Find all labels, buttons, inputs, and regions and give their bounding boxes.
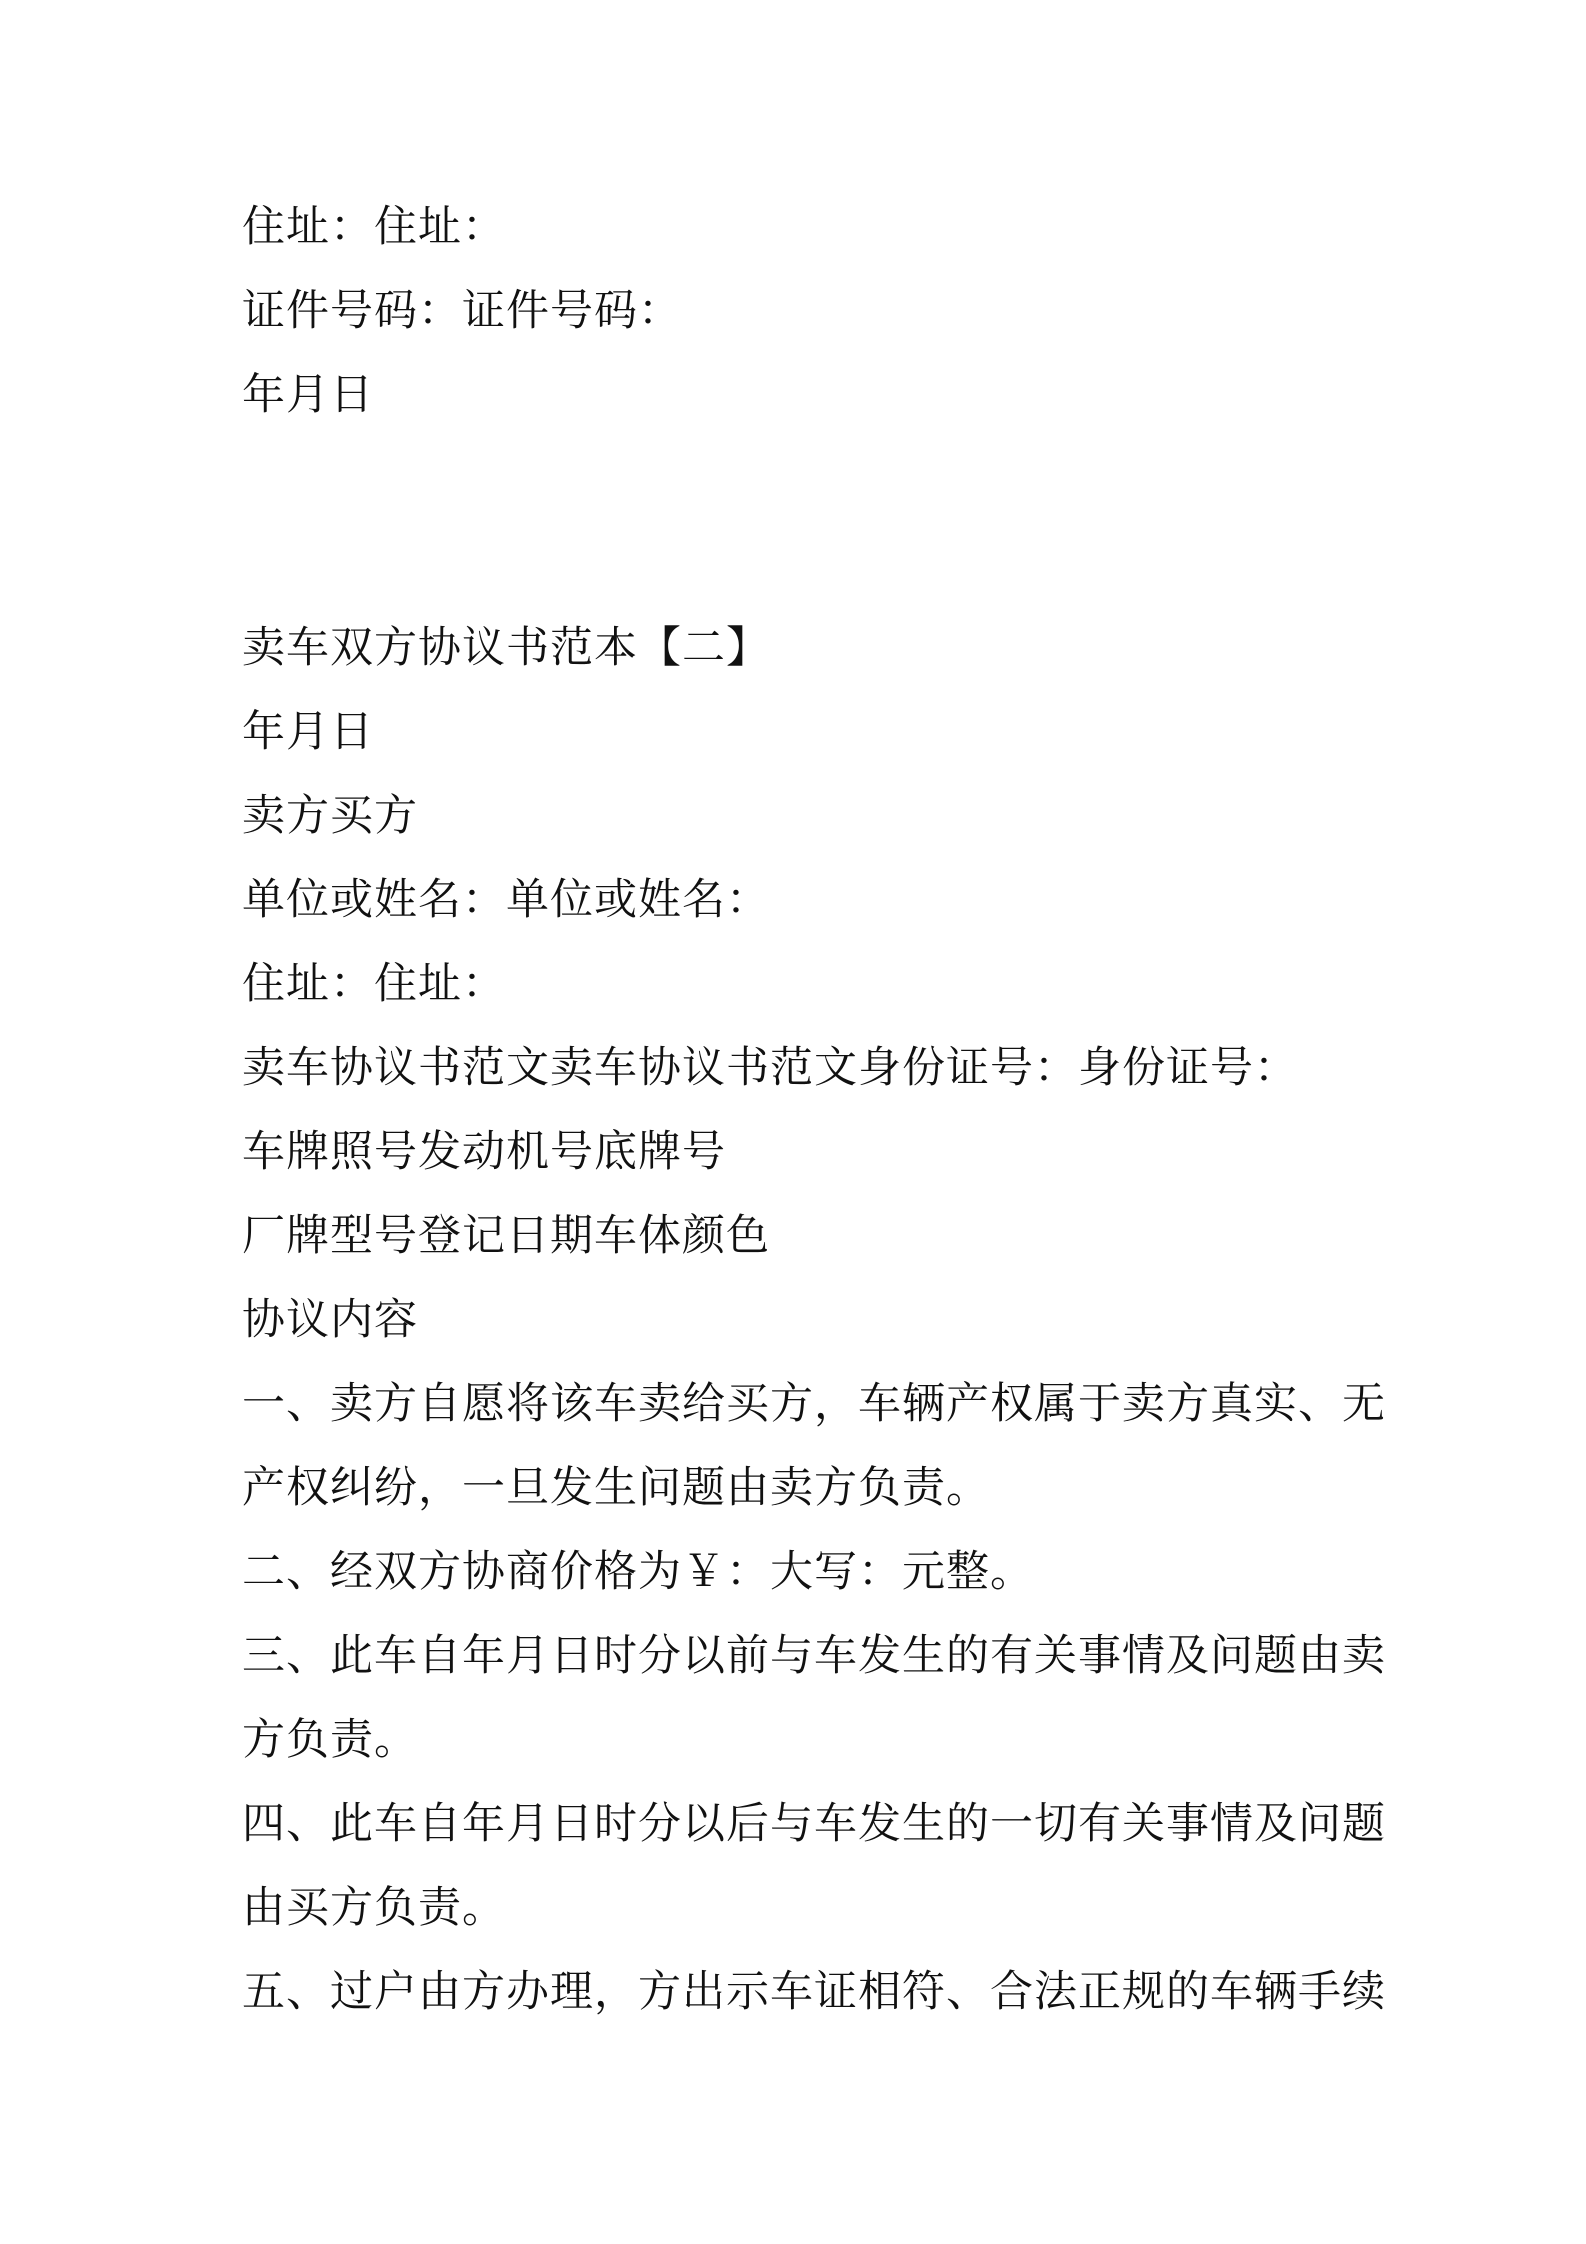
text-line: 卖车协议书范文卖车协议书范文身份证号：身份证号： [242, 1043, 1298, 1093]
text-line: 二、经双方协商价格为￥：大写：元整。 [242, 1547, 1034, 1597]
text-line: 五、过户由方办理，方出示车证相符、合法正规的车辆手续 [242, 1967, 1386, 2017]
text-line: 四、此车自年月日时分以后与车发生的一切有关事情及问题 [242, 1799, 1386, 1849]
text-line: 卖方买方 [242, 791, 418, 841]
text-line: 年月日 [242, 370, 374, 420]
text-line: 由买方负责。 [242, 1883, 506, 1933]
text-line: 单位或姓名：单位或姓名： [242, 875, 770, 925]
text-line: 方负责。 [242, 1715, 418, 1765]
text-line: 住址：住址： [242, 959, 506, 1009]
text-line: 证件号码：证件号码： [242, 286, 682, 336]
text-line: 住址：住址： [242, 202, 506, 252]
text-line: 三、此车自年月日时分以前与车发生的有关事情及问题由卖 [242, 1631, 1386, 1681]
section-heading: 卖车双方协议书范本【二】 [242, 623, 770, 673]
text-line: 年月日 [242, 707, 374, 757]
text-line: 产权纠纷，一旦发生问题由卖方负责。 [242, 1463, 990, 1513]
text-line: 一、卖方自愿将该车卖给买方，车辆产权属于卖方真实、无 [242, 1379, 1386, 1429]
text-line: 车牌照号发动机号底牌号 [242, 1127, 726, 1177]
text-line: 厂牌型号登记日期车体颜色 [242, 1211, 770, 1261]
text-line: 协议内容 [242, 1295, 418, 1345]
